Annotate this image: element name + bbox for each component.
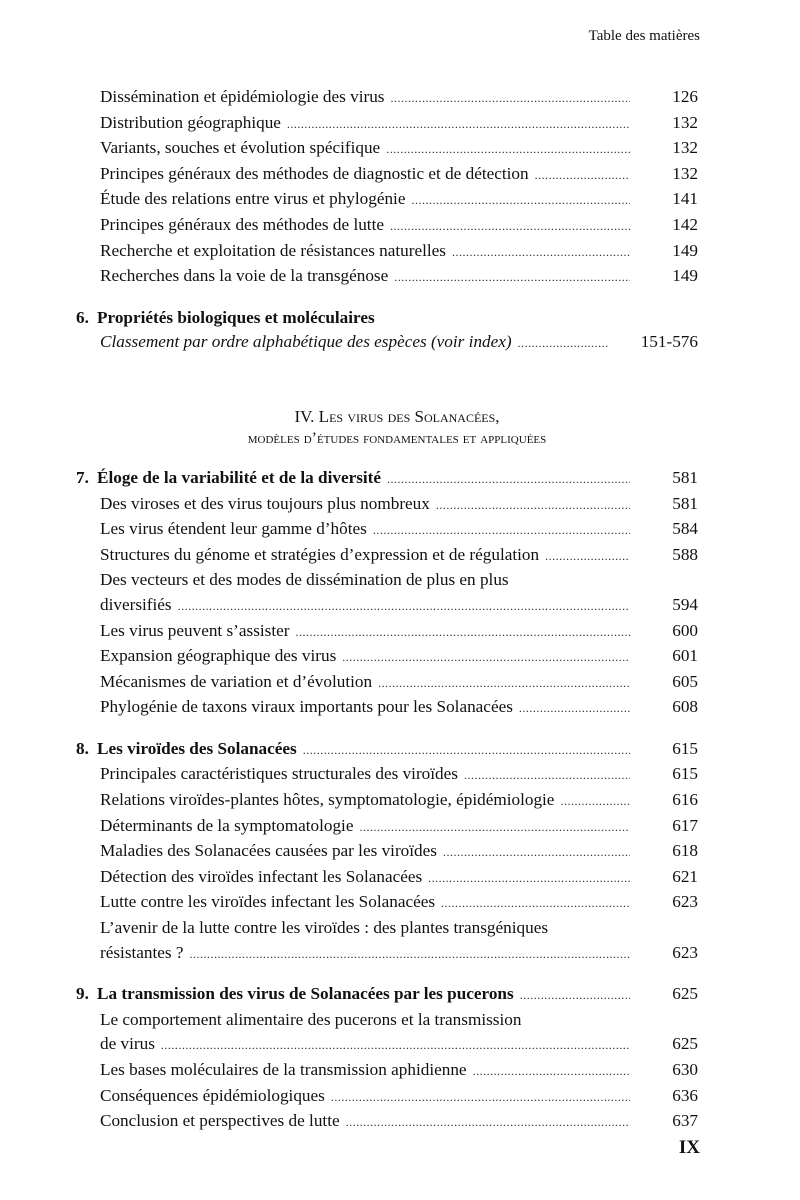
toc-entry[interactable]: Recherches dans la voie de la transgénose ..... 149 — [76, 264, 698, 290]
page-number: 588 — [672, 544, 698, 564]
chapter-heading[interactable]: 9. La transmission des virus de Solanacées par les pucerons ..... 625 — [76, 982, 698, 1008]
toc-entry[interactable]: Conclusion et perspectives de lutte ..... 637 — [76, 1109, 698, 1135]
toc-entry[interactable]: Des vecteurs et des modes de dissémination de plus en plus diversifiés ..... 594 — [76, 568, 698, 618]
dot-leader — [441, 891, 630, 916]
page-number: 581 — [672, 493, 698, 513]
dot-leader — [287, 112, 630, 137]
dot-leader — [161, 1033, 630, 1058]
dot-leader — [535, 163, 630, 188]
dot-leader — [545, 544, 630, 569]
toc-entry[interactable]: Phylogénie de taxons viraux importants pour les Solanacées ..... 608 — [76, 695, 698, 721]
page-number: 149 — [672, 266, 698, 286]
page-number: 600 — [672, 620, 698, 640]
chapter-heading[interactable]: 7. Éloge de la variabilité et de la diversité ..... 581 — [76, 466, 698, 492]
toc-entry[interactable]: Distribution géographique ..... 132 — [76, 111, 698, 137]
toc-entry[interactable]: L’avenir de la lutte contre les viroïdes : des plantes transgéniques résistantes ? ..... 623 — [76, 916, 698, 966]
dot-leader — [373, 518, 630, 543]
page-number: 615 — [672, 738, 698, 758]
page-number: 151-576 — [640, 332, 698, 352]
toc-entry[interactable]: Variants, souches et évolution spécifique ..... 132 — [76, 136, 698, 162]
page-number: 617 — [672, 815, 698, 835]
part-title: IV. Les virus des Solanacées, modèles d’études fondamentales et appliquées — [247, 406, 547, 447]
dot-leader — [428, 866, 630, 891]
chapter-heading[interactable]: 6. Propriétés biologiques et moléculaires — [76, 307, 375, 327]
page-number: 608 — [672, 697, 698, 717]
page-number: 623 — [672, 892, 698, 912]
toc-entry[interactable]: Conséquences épidémiologiques ..... 636 — [76, 1084, 698, 1110]
page-number: 605 — [672, 671, 698, 691]
page-number: 126 — [672, 87, 698, 106]
dot-leader — [464, 763, 630, 788]
page-number: 142 — [672, 214, 698, 234]
toc-entry[interactable]: Les virus peuvent s’assister ..... 600 — [76, 619, 698, 645]
toc-entry[interactable]: Structures du génome et stratégies d’expression et de régulation ..... 588 — [76, 543, 698, 569]
dot-leader — [560, 789, 630, 814]
toc-entry[interactable]: Étude des relations entre virus et phylogénie ..... 141 — [76, 187, 698, 213]
page-number: 601 — [672, 646, 698, 666]
dot-leader — [519, 696, 630, 721]
dot-leader — [178, 594, 630, 619]
page-number: 132 — [672, 163, 698, 183]
dot-leader — [436, 493, 630, 518]
page-number: 630 — [672, 1060, 698, 1079]
toc-entry[interactable]: Détection des viroïdes infectant les Solanacées ..... 621 — [76, 865, 698, 891]
dot-leader — [473, 1059, 630, 1084]
chapter-heading[interactable]: 8. Les viroïdes des Solanacées ..... 615 — [76, 737, 698, 763]
dot-leader — [391, 86, 630, 111]
dot-leader — [346, 1110, 630, 1135]
page-number: 625 — [672, 984, 698, 1004]
toc-entry[interactable]: Recherche et exploitation de résistances naturelles ..... 149 — [76, 239, 698, 265]
table-of-contents — [76, 85, 698, 1135]
toc-entry[interactable]: Les virus étendent leur gamme d’hôtes ..... 584 — [76, 517, 698, 543]
dot-leader — [520, 983, 630, 1008]
toc-entry[interactable]: Classement par ordre alphabétique des espèces (voir index) ..... 151-576 — [76, 330, 698, 356]
toc-entry[interactable]: Maladies des Solanacées causées par les viroïdes ..... 618 — [76, 839, 698, 865]
toc-entry[interactable]: Expansion géographique des virus ..... 601 — [76, 644, 698, 670]
toc-entry[interactable]: Principales caractéristiques structurales des viroïdes ..... 615 — [76, 762, 698, 788]
dot-leader — [394, 265, 630, 290]
toc-entry[interactable]: Dissémination et épidémiologie des virus ..... 126 — [76, 85, 698, 111]
page-number: 637 — [672, 1111, 698, 1131]
toc-entry[interactable]: Mécanismes de variation et d’évolution ..... 605 — [76, 670, 698, 696]
page-number: 618 — [672, 841, 698, 861]
toc-entry[interactable]: Les bases moléculaires de la transmission aphidienne ..... 630 — [76, 1058, 698, 1084]
page-number: 584 — [672, 519, 698, 539]
page-number: 132 — [672, 138, 698, 158]
page-number: 149 — [672, 240, 698, 260]
dot-leader — [386, 137, 630, 162]
toc-entry[interactable]: Des viroses et des virus toujours plus nombreux ..... 581 — [76, 492, 698, 518]
dot-leader — [411, 188, 630, 213]
dot-leader — [331, 1085, 630, 1110]
toc-entry[interactable]: Lutte contre les viroïdes infectant les Solanacées ..... 623 — [76, 890, 698, 916]
page-folio: IX — [678, 1137, 700, 1158]
dot-leader — [296, 620, 631, 645]
page-number: 594 — [672, 594, 698, 614]
page-number: 616 — [672, 790, 698, 810]
dot-leader — [452, 240, 630, 265]
toc-entry[interactable]: Principes généraux des méthodes de lutte ..... 142 — [76, 213, 698, 239]
dot-leader — [342, 645, 630, 670]
running-header: Table des matières — [588, 28, 700, 44]
dot-leader — [378, 671, 630, 696]
page-number: 581 — [672, 467, 698, 487]
dot-leader — [387, 467, 630, 492]
toc-entry[interactable]: Déterminants de la symptomatologie ..... 617 — [76, 814, 698, 840]
dot-leader — [190, 942, 630, 967]
toc-entry[interactable]: Le comportement alimentaire des pucerons et la transmission de virus ..... 625 — [76, 1008, 698, 1058]
toc-entry[interactable]: Principes généraux des méthodes de diagnostic et de détection ..... 132 — [76, 162, 698, 188]
page-number: 636 — [672, 1085, 698, 1105]
dot-leader — [359, 815, 630, 840]
page-number: 621 — [672, 866, 698, 886]
page-number: 141 — [672, 189, 698, 209]
page-number: 625 — [672, 1034, 698, 1054]
page-number: 132 — [672, 112, 698, 132]
dot-leader — [303, 738, 630, 763]
dot-leader — [518, 331, 608, 356]
page-number: 615 — [672, 764, 698, 784]
toc-entry[interactable]: Relations viroïdes-plantes hôtes, symptomatologie, épidémiologie ..... 616 — [76, 788, 698, 814]
page-number: 623 — [672, 942, 698, 962]
dot-leader — [390, 214, 630, 239]
dot-leader — [443, 840, 630, 865]
